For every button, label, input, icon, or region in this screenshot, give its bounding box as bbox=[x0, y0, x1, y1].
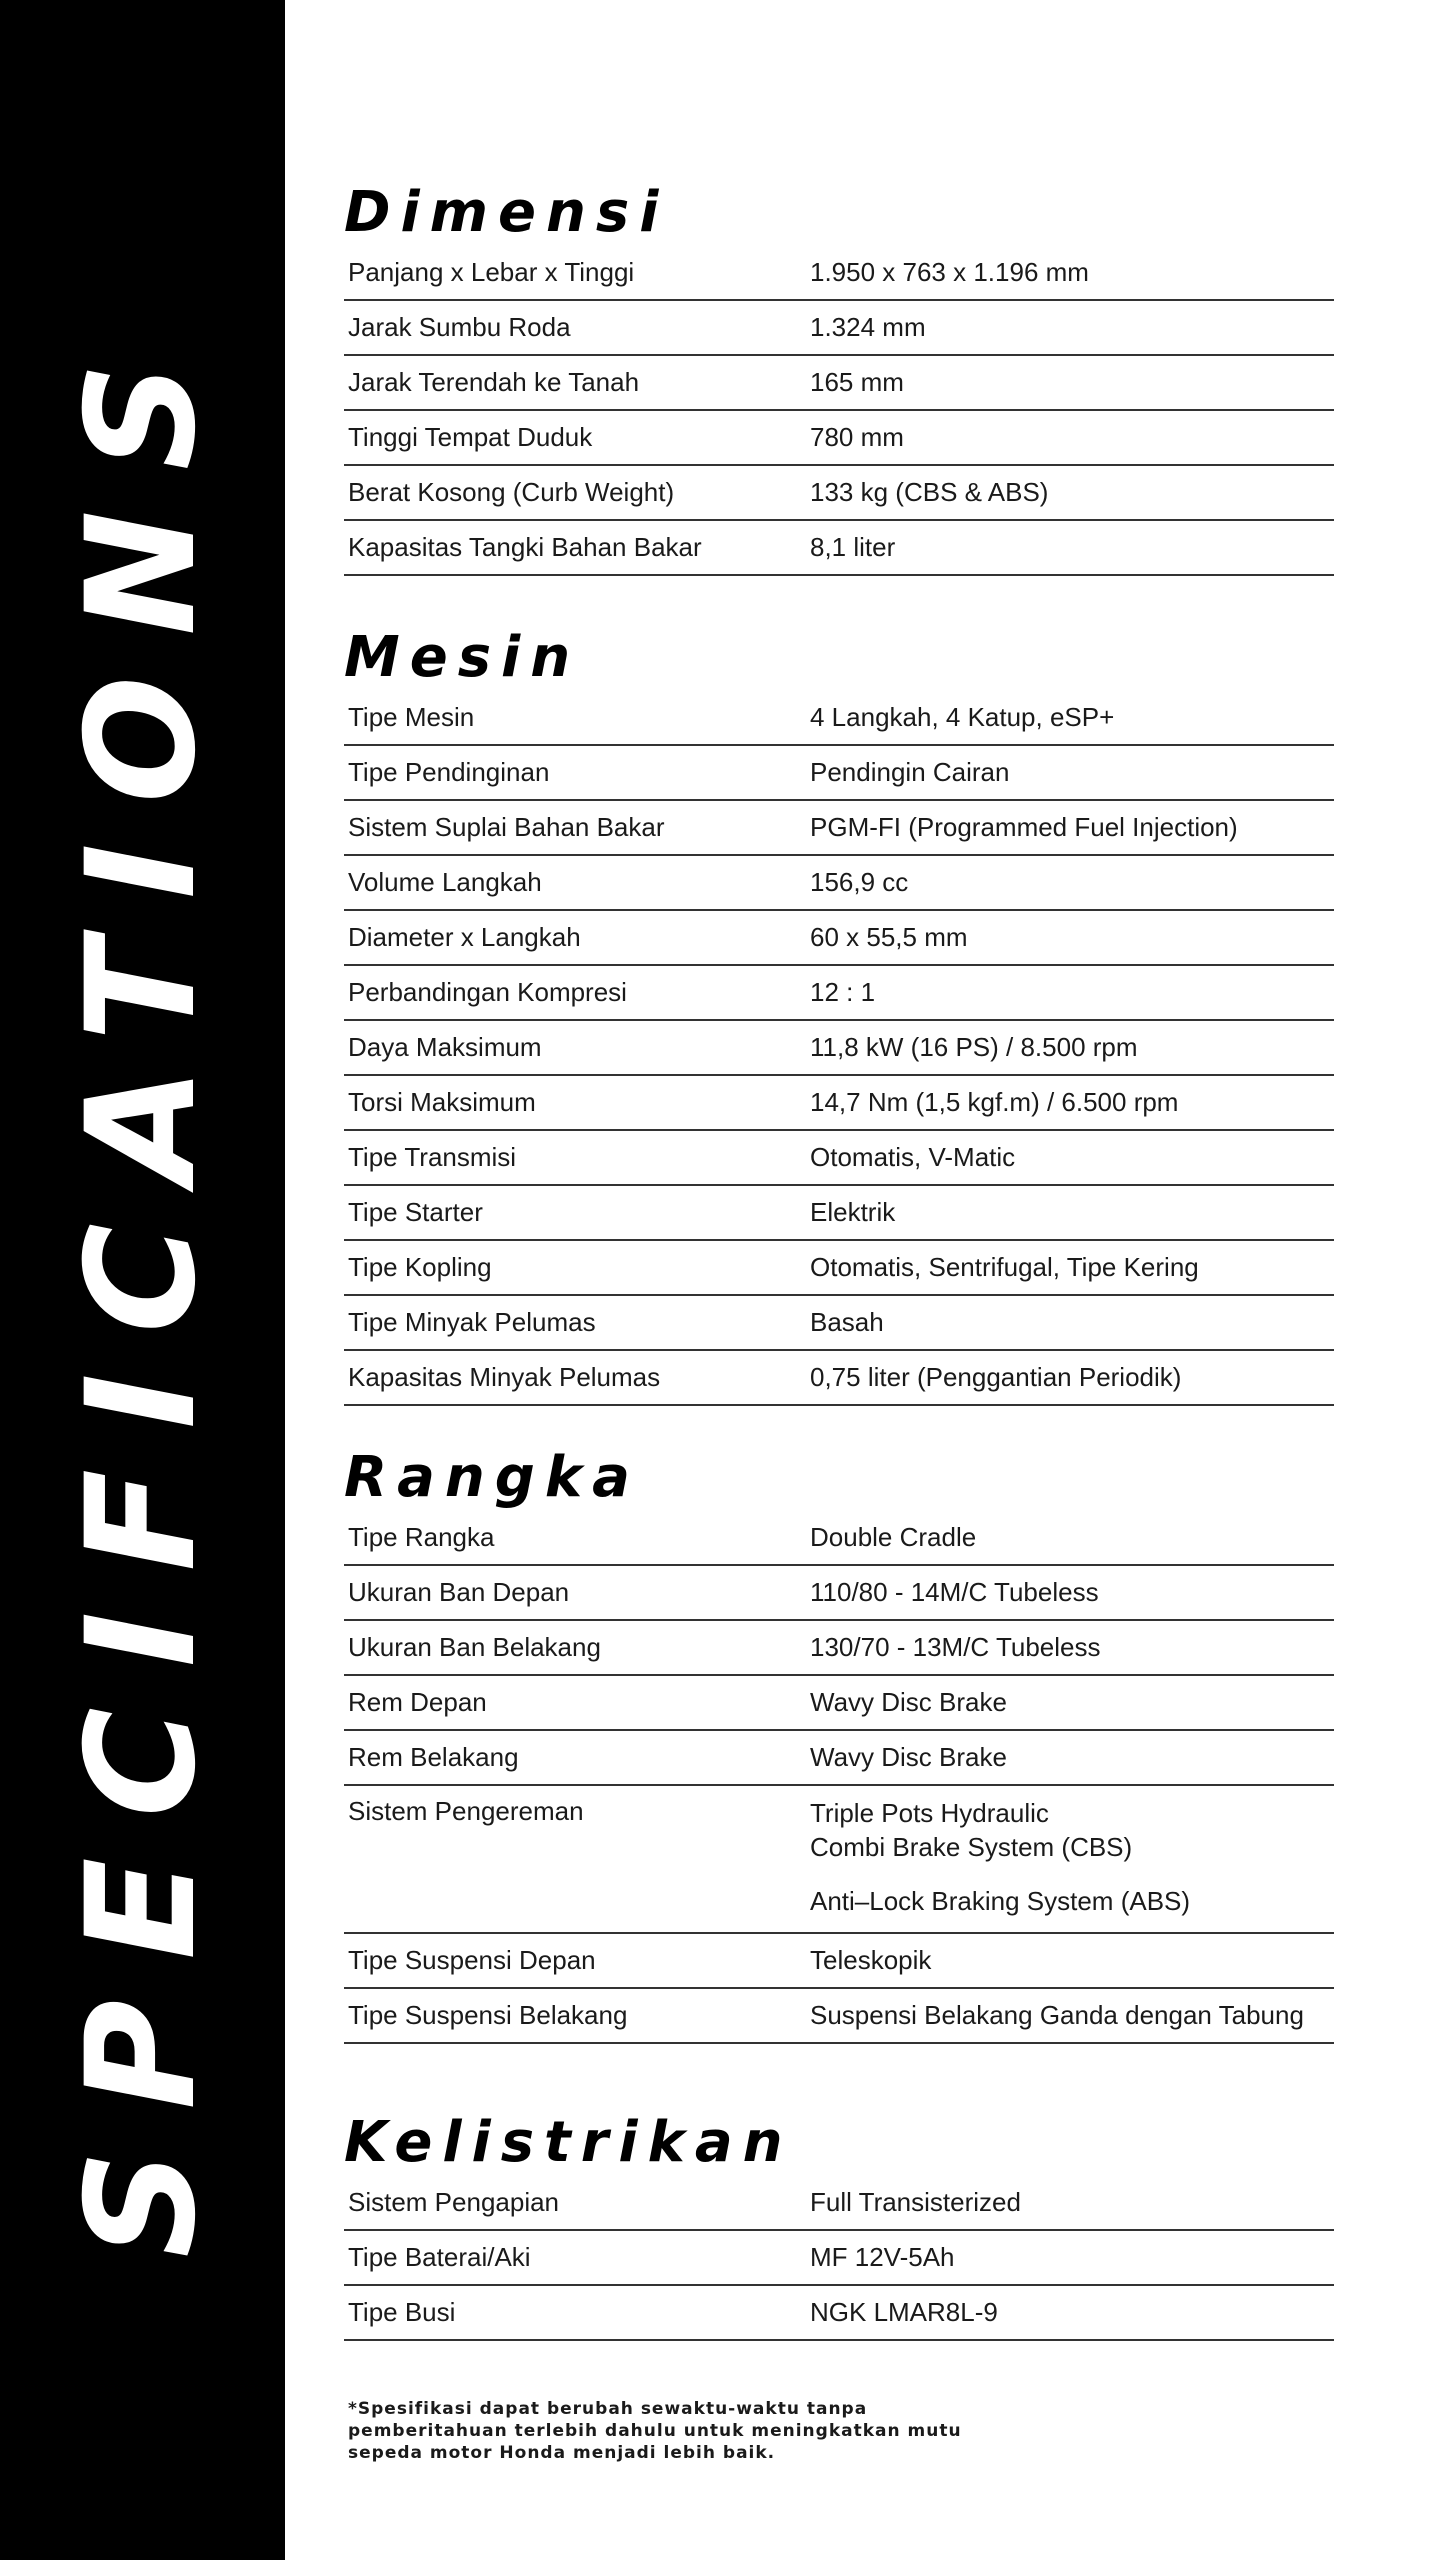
spec-value: Full Transisterized bbox=[810, 2187, 1021, 2217]
spec-label: Tipe Baterai/Aki bbox=[348, 2242, 531, 2272]
section-title: Rangka bbox=[344, 1445, 640, 1510]
spec-label: Torsi Maksimum bbox=[348, 1087, 536, 1117]
spec-value: 11,8 kW (16 PS) / 8.500 rpm bbox=[810, 1032, 1138, 1062]
spec-value: 0,75 liter (Penggantian Periodik) bbox=[810, 1362, 1182, 1392]
section-rangka bbox=[344, 1445, 1334, 2044]
spec-label: Tipe Mesin bbox=[348, 702, 475, 732]
spec-label: Tipe Suspensi Depan bbox=[348, 1945, 596, 1975]
spec-label: Sistem Pengapian bbox=[348, 2187, 560, 2217]
footnote-line: sepeda motor Honda menjadi lebih baik. bbox=[348, 2443, 776, 2463]
spec-value bbox=[810, 1796, 1334, 1918]
spec-value: 60 x 55,5 mm bbox=[810, 922, 968, 952]
spec-row bbox=[344, 521, 1334, 576]
spec-value: MF 12V-5Ah bbox=[810, 2242, 955, 2272]
spec-value: Elektrik bbox=[810, 1197, 896, 1227]
spec-value: 1.950 x 763 x 1.196 mm bbox=[810, 257, 1089, 287]
section-title: Mesin bbox=[344, 625, 581, 690]
spec-value: 130/70 - 13M/C Tubeless bbox=[810, 1632, 1101, 1662]
spec-value-line: Triple Pots Hydraulic bbox=[810, 1798, 1049, 1828]
spec-label: Jarak Sumbu Roda bbox=[348, 312, 571, 342]
spec-row bbox=[344, 856, 1334, 911]
spec-row bbox=[344, 966, 1334, 1021]
spec-value: Otomatis, V-Matic bbox=[810, 1142, 1016, 1172]
section-title: Kelistrikan bbox=[344, 2110, 793, 2175]
spec-label: Rem Depan bbox=[348, 1687, 487, 1717]
spec-label: Tipe Kopling bbox=[348, 1252, 492, 1282]
spec-row bbox=[344, 466, 1334, 521]
spec-value: 1.324 mm bbox=[810, 312, 926, 342]
spec-value: PGM-FI (Programmed Fuel Injection) bbox=[810, 812, 1238, 842]
side-banner bbox=[0, 0, 285, 2560]
spec-label: Ukuran Ban Belakang bbox=[348, 1632, 601, 1662]
section-dimensi bbox=[344, 180, 1334, 576]
spec-row bbox=[344, 1511, 1334, 1566]
spec-value: Pendingin Cairan bbox=[810, 757, 1010, 787]
spec-value: 12 : 1 bbox=[810, 977, 876, 1007]
section-mesin bbox=[344, 625, 1334, 1406]
spec-value: Teleskopik bbox=[810, 1945, 932, 1975]
spec-row bbox=[344, 1934, 1334, 1989]
spec-row bbox=[344, 1731, 1334, 1786]
footnote bbox=[348, 2398, 968, 2464]
spec-label: Tipe Transmisi bbox=[348, 1142, 517, 1172]
spec-value: 133 kg (CBS & ABS) bbox=[810, 477, 1049, 507]
spec-label: Tipe Starter bbox=[348, 1197, 483, 1227]
spec-label: Tipe Suspensi Belakang bbox=[348, 2000, 628, 2030]
spec-label: Sistem Pengereman bbox=[348, 1796, 584, 1826]
spec-value: 165 mm bbox=[810, 367, 904, 397]
spec-row bbox=[344, 301, 1334, 356]
section-kelistrikan bbox=[344, 2110, 1334, 2341]
spec-row bbox=[344, 411, 1334, 466]
spec-value-line: Combi Brake System (CBS) bbox=[810, 1832, 1133, 1862]
spec-value: Wavy Disc Brake bbox=[810, 1742, 1007, 1772]
spec-row bbox=[344, 1076, 1334, 1131]
spec-value: 780 mm bbox=[810, 422, 904, 452]
spec-value: Otomatis, Sentrifugal, Tipe Kering bbox=[810, 1252, 1199, 1282]
footnote-line: *Spesifikasi dapat berubah sewaktu-waktu tanpa bbox=[348, 2399, 868, 2419]
spec-row bbox=[344, 356, 1334, 411]
spec-value: Basah bbox=[810, 1307, 884, 1337]
spec-label: Perbandingan Kompresi bbox=[348, 977, 627, 1007]
spec-label: Sistem Suplai Bahan Bakar bbox=[348, 812, 665, 842]
spec-row bbox=[344, 801, 1334, 856]
spec-value-line: Anti–Lock Braking System (ABS) bbox=[810, 1886, 1191, 1916]
spec-label: Berat Kosong (Curb Weight) bbox=[348, 477, 675, 507]
spec-label: Tipe Minyak Pelumas bbox=[348, 1307, 596, 1337]
spec-row bbox=[344, 246, 1334, 301]
spec-value: 8,1 liter bbox=[810, 532, 896, 562]
spec-label: Ukuran Ban Depan bbox=[348, 1577, 570, 1607]
spec-row bbox=[344, 1676, 1334, 1731]
spec-row bbox=[344, 1131, 1334, 1186]
spec-label: Tipe Pendinginan bbox=[348, 757, 550, 787]
spec-row bbox=[344, 2231, 1334, 2286]
spec-label: Kapasitas Tangki Bahan Bakar bbox=[348, 532, 702, 562]
footnote-line: pemberitahuan terlebih dahulu untuk meningkatkan mutu bbox=[348, 2421, 962, 2441]
spec-label: Diameter x Langkah bbox=[348, 922, 581, 952]
spec-value: Double Cradle bbox=[810, 1522, 977, 1552]
spec-row bbox=[344, 2286, 1334, 2341]
spec-label: Tinggi Tempat Duduk bbox=[348, 422, 593, 452]
side-title: SPECIFICATIONS bbox=[55, 322, 229, 2258]
spec-value: NGK LMAR8L-9 bbox=[810, 2297, 998, 2327]
spec-label: Jarak Terendah ke Tanah bbox=[348, 367, 640, 397]
spec-row bbox=[344, 691, 1334, 746]
spec-row bbox=[344, 911, 1334, 966]
spec-row bbox=[344, 1621, 1334, 1676]
spec-label: Volume Langkah bbox=[348, 867, 542, 897]
spec-label: Tipe Rangka bbox=[348, 1522, 495, 1552]
spec-row bbox=[344, 2176, 1334, 2231]
spec-row bbox=[344, 1021, 1334, 1076]
spec-row bbox=[344, 1351, 1334, 1406]
spec-value: 110/80 - 14M/C Tubeless bbox=[810, 1577, 1099, 1607]
spec-value: 4 Langkah, 4 Katup, eSP+ bbox=[810, 702, 1115, 732]
spec-row bbox=[344, 1241, 1334, 1296]
spec-value: 14,7 Nm (1,5 kgf.m) / 6.500 rpm bbox=[810, 1087, 1179, 1117]
spec-value: Wavy Disc Brake bbox=[810, 1687, 1007, 1717]
spec-label: Kapasitas Minyak Pelumas bbox=[348, 1362, 661, 1392]
spec-label: Tipe Busi bbox=[348, 2297, 456, 2327]
spec-label: Panjang x Lebar x Tinggi bbox=[348, 257, 635, 287]
spec-row bbox=[344, 1786, 1334, 1934]
spec-label: Daya Maksimum bbox=[348, 1032, 542, 1062]
spec-row bbox=[344, 1186, 1334, 1241]
spec-row bbox=[344, 1296, 1334, 1351]
spec-value: Suspensi Belakang Ganda dengan Tabung bbox=[810, 2000, 1304, 2030]
spec-value: 156,9 cc bbox=[810, 867, 909, 897]
spec-row bbox=[344, 1566, 1334, 1621]
spec-row bbox=[344, 746, 1334, 801]
spec-row bbox=[344, 1989, 1334, 2044]
spec-label: Rem Belakang bbox=[348, 1742, 519, 1772]
section-title: Dimensi bbox=[344, 180, 669, 245]
